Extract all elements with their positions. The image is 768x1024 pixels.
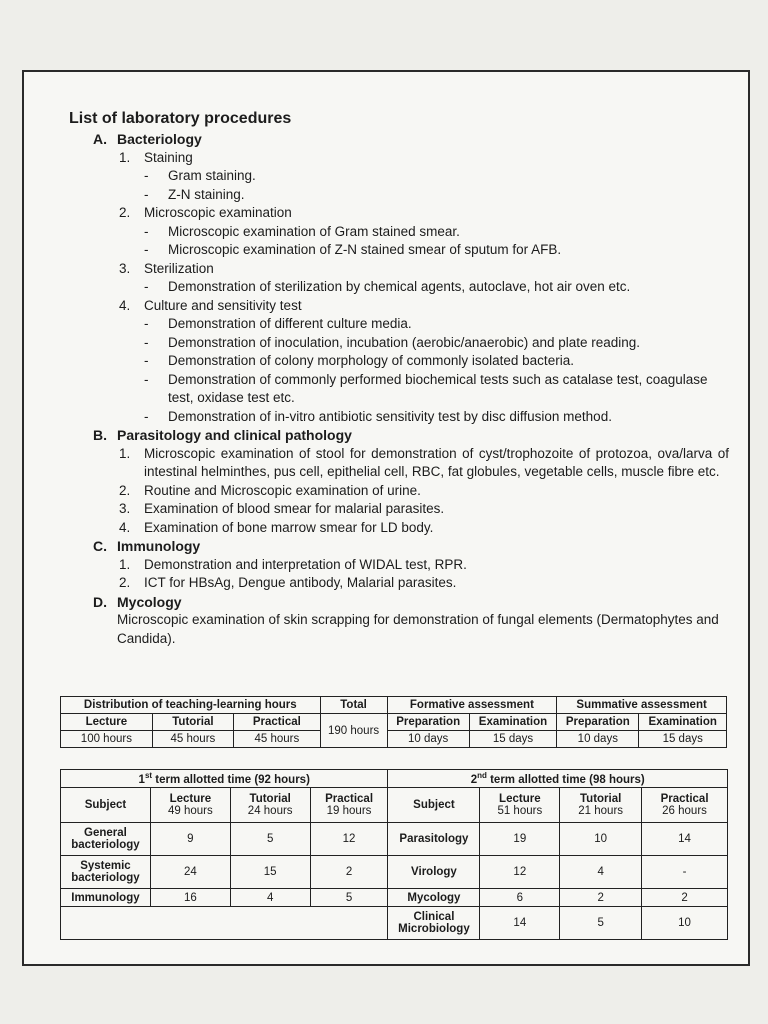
table-header: Preparation	[387, 714, 469, 731]
table-header: Tutorial	[152, 714, 233, 731]
table-header: Subject	[61, 788, 151, 823]
subject-cell: Parasitology	[388, 823, 480, 856]
procedures-list	[69, 110, 729, 648]
item-number: 3.	[119, 501, 131, 516]
list-item	[119, 500, 729, 519]
table-header: Examination	[469, 714, 557, 731]
table-row	[61, 823, 728, 856]
bullet-item	[144, 371, 729, 408]
term-allotment-table	[60, 769, 728, 940]
term2-suffix: nd	[477, 771, 487, 781]
subject-cell: Virology	[388, 856, 480, 889]
item-number: 2.	[119, 205, 131, 220]
item-number: 2.	[119, 482, 131, 498]
item-text: Demonstration and interpretation of WIDAL test, RPR.	[144, 556, 467, 572]
item-text: Microscopic examination	[144, 205, 292, 220]
bullet-item	[144, 352, 729, 371]
list-item	[119, 556, 729, 575]
section-title: Bacteriology	[117, 131, 202, 147]
list-item	[119, 482, 729, 501]
col-hours: 49 hours	[167, 805, 213, 817]
bullet-text: Microscopic examination of Gram stained smear.	[168, 223, 460, 239]
table-cell: 19	[480, 823, 560, 856]
section-heading-immunology	[93, 537, 729, 556]
dash-marker: -	[144, 223, 149, 239]
table-row	[61, 907, 728, 940]
table-cell: 5	[310, 889, 388, 907]
table-cell: 10	[642, 907, 728, 940]
table-cell: 5	[560, 907, 642, 940]
bullet-item	[144, 315, 729, 334]
bullet-text: Demonstration of in-vitro antibiotic sensitivity test by disc diffusion method.	[168, 408, 612, 424]
table-cell: 2	[560, 889, 642, 907]
section-title: Parasitology and clinical pathology	[117, 427, 352, 443]
dash-marker: -	[144, 353, 149, 368]
col-hours: 51 hours	[497, 805, 543, 817]
item-text: ICT for HBsAg, Dengue antibody, Malarial parasites.	[144, 575, 457, 590]
table-header	[480, 788, 560, 823]
item-number: 3.	[119, 260, 131, 276]
dash-marker: -	[144, 408, 149, 424]
list-item	[119, 260, 729, 279]
table-header	[230, 788, 310, 823]
bullet-item	[144, 186, 729, 205]
table-cell: 100 hours	[61, 731, 153, 748]
table-cell: 16	[150, 889, 230, 907]
table-cell: 45 hours	[234, 731, 321, 748]
bullet-item	[144, 241, 729, 260]
item-text: Routine and Microscopic examination of urine.	[144, 482, 421, 498]
col-label: Practical	[325, 793, 374, 805]
table-header: Total	[320, 697, 387, 714]
list-item	[119, 297, 729, 316]
table-cell: 6	[480, 889, 560, 907]
list-item	[119, 149, 729, 168]
bullet-text: Gram staining.	[168, 168, 256, 183]
bullet-text: Z-N staining.	[168, 186, 245, 202]
table-cell: 12	[310, 823, 388, 856]
term2-label: term allotted time (98 hours)	[486, 773, 645, 786]
item-text: Culture and sensitivity test	[144, 297, 302, 313]
table-header: Examination	[639, 714, 727, 731]
list-item	[119, 445, 729, 482]
item-number: 2.	[119, 575, 131, 590]
table-header: Subject	[388, 788, 480, 823]
table-cell: 14	[642, 823, 728, 856]
table-header: Formative assessment	[387, 697, 557, 714]
item-number: 1.	[119, 149, 131, 165]
col-label: Lecture	[499, 793, 541, 805]
bullet-item	[144, 408, 729, 427]
item-text: Examination of blood smear for malarial parasites.	[144, 501, 445, 516]
term1-number: 1	[138, 773, 145, 786]
table-cell: 5	[230, 823, 310, 856]
table-row	[61, 856, 728, 889]
page-title: List of laboratory procedures	[69, 110, 292, 127]
item-text: Sterilization	[144, 260, 214, 276]
bullet-text: Demonstration of commonly performed biochemical tests such as catalase test, coagulase test, oxidase test etc.	[168, 371, 708, 405]
table-cell: 4	[560, 856, 642, 889]
table-cell: 9	[150, 823, 230, 856]
table-header: Distribution of teaching-learning hours	[61, 697, 321, 714]
section-heading-mycology	[93, 593, 729, 612]
bullet-item	[144, 334, 729, 353]
list-item	[119, 519, 729, 538]
empty-cell	[61, 907, 388, 940]
table-header: Preparation	[557, 714, 639, 731]
section-title: Mycology	[117, 593, 182, 610]
table-cell: 190 hours	[320, 714, 387, 748]
table-cell: 14	[480, 907, 560, 940]
term2-header	[388, 770, 728, 788]
col-hours: 19 hours	[326, 805, 372, 817]
dash-marker: -	[144, 334, 149, 350]
item-text: Staining	[144, 149, 193, 165]
section-letter: D.	[93, 593, 107, 610]
subject-cell: Clinical Microbiology	[388, 907, 480, 940]
subject-cell: Systemic bacteriology	[61, 856, 151, 889]
table-cell: -	[642, 856, 728, 889]
table-cell: 10 days	[557, 731, 639, 748]
table-header	[150, 788, 230, 823]
mycology-text: Microscopic examination of skin scrapping for demonstration of fungal elements (Dermatophytes and Candida).	[117, 612, 719, 646]
bullet-text: Demonstration of different culture media.	[168, 316, 412, 331]
bullet-text: Microscopic examination of Z-N stained smear of sputum for AFB.	[168, 242, 562, 257]
table-cell: 15	[230, 856, 310, 889]
section-letter: A.	[93, 131, 107, 147]
item-number: 4.	[119, 519, 131, 535]
col-hours: 24 hours	[247, 805, 293, 817]
bullet-item	[144, 167, 729, 186]
table-cell: 10	[560, 823, 642, 856]
term2-number: 2	[470, 773, 478, 786]
item-text: Microscopic examination of stool for demonstration of cyst/trophozoite of protozoa, ova/larva of intestinal helminthes, pus cell, epithelial cell, RBC, fat globules, vegetable cells, muscle fibre etc.	[144, 445, 729, 479]
table-row	[61, 889, 728, 907]
subject-cell: Mycology	[388, 889, 480, 907]
term1-header	[61, 770, 388, 788]
item-number: 4.	[119, 297, 131, 313]
section-letter: C.	[93, 538, 107, 554]
table-header	[560, 788, 642, 823]
section-heading-bacteriology	[93, 130, 729, 149]
col-hours: 26 hours	[662, 805, 707, 817]
dash-marker: -	[144, 371, 149, 387]
table-cell: 10 days	[387, 731, 469, 748]
dash-marker: -	[144, 242, 149, 257]
subject-cell: General bacteriology	[61, 823, 151, 856]
col-hours: 21 hours	[578, 805, 624, 817]
item-number: 1.	[119, 445, 131, 461]
table-cell: 2	[642, 889, 728, 907]
col-label: Tutorial	[249, 793, 291, 805]
list-item	[119, 204, 729, 223]
table-header: Lecture	[61, 714, 153, 731]
item-number: 1.	[119, 556, 131, 572]
table-cell: 24	[150, 856, 230, 889]
dash-marker: -	[144, 279, 149, 294]
table-cell: 15 days	[469, 731, 557, 748]
table-cell: 15 days	[639, 731, 727, 748]
table-header: Practical	[234, 714, 321, 731]
bullet-text: Demonstration of colony morphology of commonly isolated bacteria.	[168, 353, 574, 368]
teaching-hours-table	[60, 696, 727, 748]
term1-suffix: st	[144, 771, 153, 781]
table-cell: 2	[310, 856, 388, 889]
dash-marker: -	[144, 186, 149, 202]
dash-marker: -	[144, 168, 149, 183]
bullet-item	[144, 278, 729, 297]
bullet-text: Demonstration of sterilization by chemical agents, autoclave, hot air oven etc.	[168, 279, 631, 294]
table-header: Summative assessment	[557, 697, 727, 714]
table-cell: 4	[230, 889, 310, 907]
bullet-text: Demonstration of inoculation, incubation (aerobic/anaerobic) and plate reading.	[168, 334, 641, 350]
col-label: Lecture	[169, 793, 212, 805]
table-cell: 45 hours	[152, 731, 233, 748]
bullet-item	[144, 223, 729, 242]
col-label: Tutorial	[580, 793, 622, 805]
section-title: Immunology	[117, 538, 201, 554]
section-heading-parasitology	[93, 426, 729, 445]
dash-marker: -	[144, 316, 149, 331]
table-header	[642, 788, 728, 823]
table-header	[310, 788, 388, 823]
section-letter: B.	[93, 427, 107, 443]
table-cell: 12	[480, 856, 560, 889]
list-item	[119, 574, 729, 593]
subject-cell: Immunology	[61, 889, 151, 907]
term1-label: term allotted time (92 hours)	[152, 773, 310, 786]
item-text: Examination of bone marrow smear for LD body.	[144, 519, 434, 535]
col-label: Practical	[660, 793, 709, 805]
